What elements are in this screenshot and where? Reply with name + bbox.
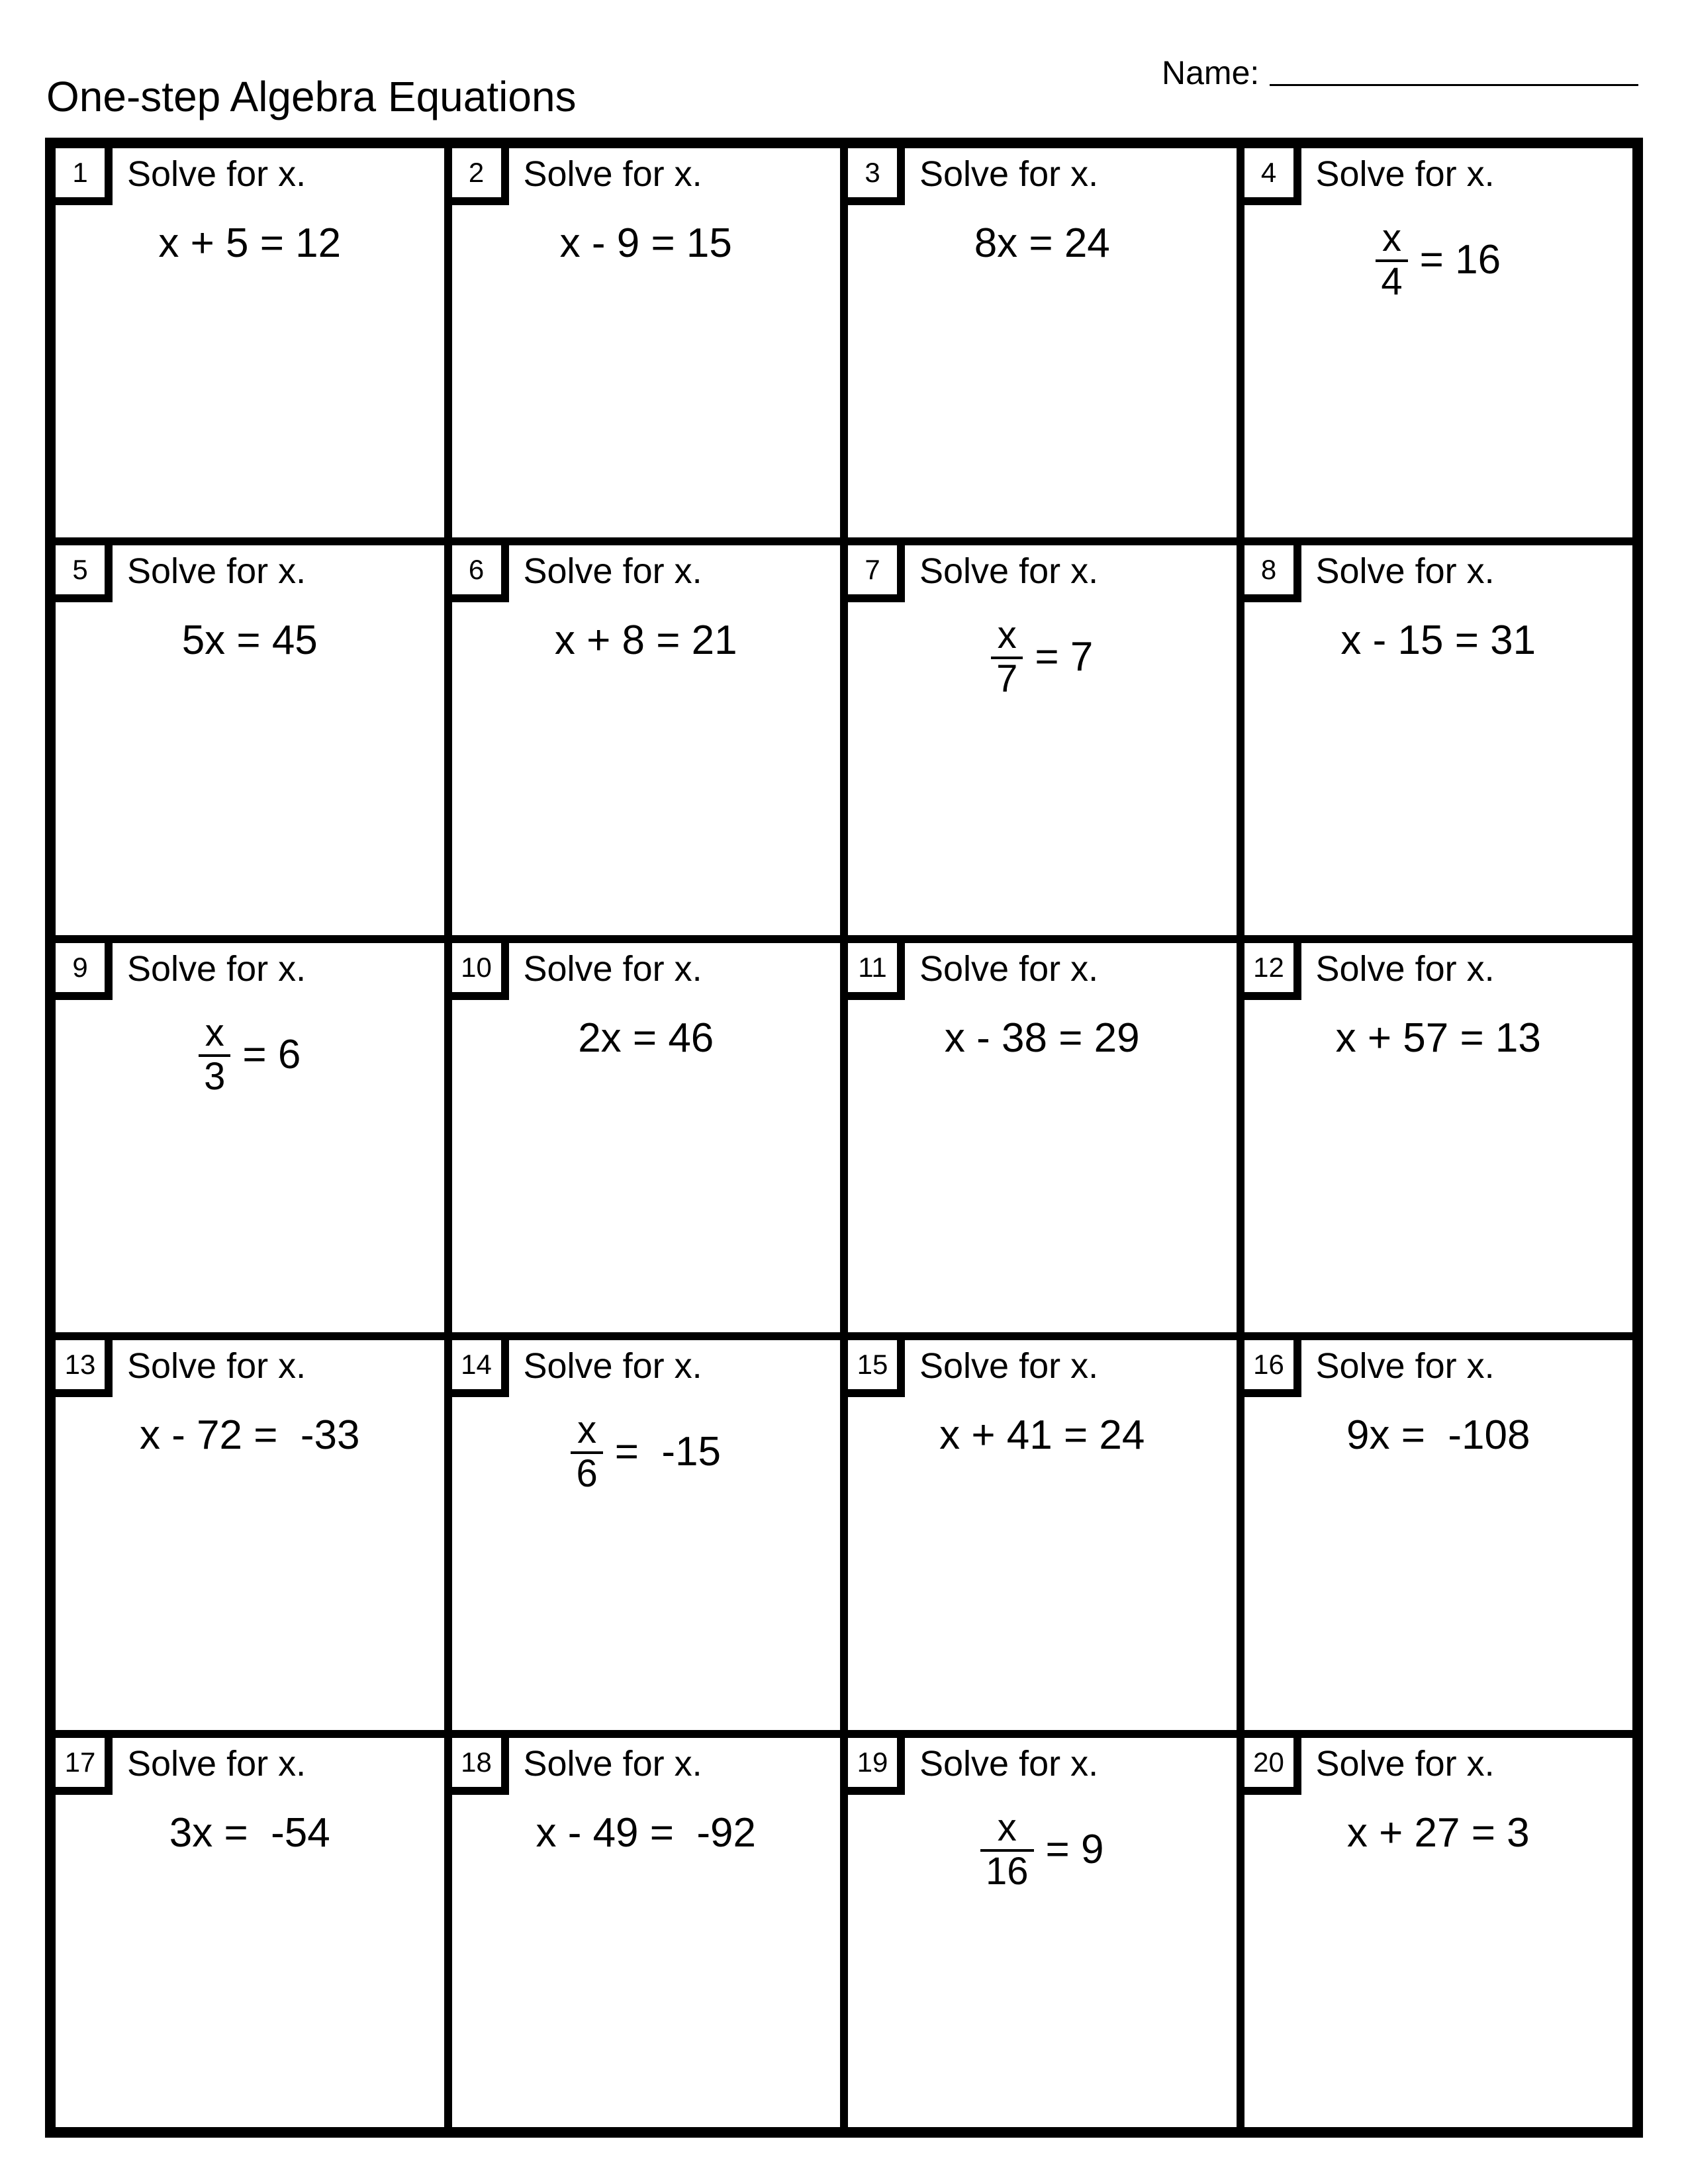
problem-number: 19 <box>848 1738 905 1795</box>
problem-cell[interactable] <box>848 1738 1237 2127</box>
fraction-denominator: 3 <box>204 1054 226 1098</box>
problem-cell[interactable] <box>1244 1738 1633 2127</box>
fraction-numerator: x <box>1382 216 1402 259</box>
fraction-numerator: x <box>997 1805 1017 1849</box>
problem-number: 3 <box>848 148 905 205</box>
name-field[interactable] <box>1162 46 1638 93</box>
problem-prompt: Solve for x. <box>919 154 1099 194</box>
problem-number: 14 <box>452 1340 509 1397</box>
problem-equation <box>452 220 841 267</box>
problem-cell[interactable] <box>848 1340 1237 1729</box>
equation-text: x - 38 = 29 <box>944 1015 1140 1061</box>
equation-text: x + 57 = 13 <box>1335 1015 1541 1061</box>
problem-number: 9 <box>56 943 113 1000</box>
problem-cell[interactable] <box>452 1340 841 1729</box>
name-label: Name: <box>1162 54 1260 91</box>
equation-text: x - 15 = 31 <box>1340 617 1536 664</box>
problem-number: 16 <box>1244 1340 1301 1397</box>
problem-prompt: Solve for x. <box>523 948 702 989</box>
problem-number: 18 <box>452 1738 509 1795</box>
problem-prompt: Solve for x. <box>127 1743 306 1784</box>
problem-cell[interactable] <box>452 545 841 934</box>
problem-cell[interactable] <box>1244 148 1633 537</box>
problem-equation <box>848 614 1237 701</box>
problem-grid <box>45 138 1643 2138</box>
equation-rhs: = 7 <box>1035 634 1094 680</box>
problem-number: 20 <box>1244 1738 1301 1795</box>
problem-cell[interactable] <box>1244 545 1633 934</box>
problem-number: 17 <box>56 1738 113 1795</box>
fraction-numerator: x <box>205 1011 224 1054</box>
problem-prompt: Solve for x. <box>919 1346 1099 1387</box>
problem-prompt: Solve for x. <box>127 1346 306 1387</box>
name-blank-line[interactable] <box>1270 84 1638 86</box>
equation-rhs: = 9 <box>1045 1826 1104 1872</box>
problem-number: 15 <box>848 1340 905 1397</box>
fraction <box>1376 216 1407 303</box>
problem-number: 7 <box>848 545 905 602</box>
problem-cell[interactable] <box>452 148 841 537</box>
fraction <box>571 1408 602 1496</box>
problem-number: 11 <box>848 943 905 1000</box>
equation-text: x + 27 = 3 <box>1346 1809 1530 1856</box>
problem-prompt: Solve for x. <box>1315 154 1495 194</box>
problem-equation <box>848 1412 1237 1459</box>
problem-number: 2 <box>452 148 509 205</box>
worksheet-title: One-step Algebra Equations <box>46 73 577 120</box>
problem-cell[interactable] <box>56 1340 444 1729</box>
equation-text: x - 9 = 15 <box>559 220 732 266</box>
problem-equation <box>848 220 1237 267</box>
problem-equation <box>1244 1015 1633 1062</box>
problem-equation <box>452 1408 841 1496</box>
problem-equation <box>848 1805 1237 1893</box>
equation-text: x + 5 = 12 <box>158 220 342 266</box>
problem-equation <box>452 1809 841 1857</box>
problem-number: 12 <box>1244 943 1301 1000</box>
problem-cell[interactable] <box>452 1738 841 2127</box>
problem-equation <box>56 1011 444 1098</box>
problem-cell[interactable] <box>452 943 841 1332</box>
equation-rhs: = 16 <box>1419 237 1501 283</box>
problem-prompt: Solve for x. <box>919 948 1099 989</box>
equation-text: 2x = 46 <box>578 1015 714 1061</box>
equation-rhs: = -15 <box>614 1429 722 1475</box>
problem-equation <box>1244 1809 1633 1857</box>
problem-equation <box>452 1015 841 1062</box>
problem-prompt: Solve for x. <box>1315 551 1495 592</box>
problem-prompt: Solve for x. <box>919 1743 1099 1784</box>
problem-prompt: Solve for x. <box>523 1743 702 1784</box>
fraction <box>991 614 1023 701</box>
problem-prompt: Solve for x. <box>919 551 1099 592</box>
equation-text: 8x = 24 <box>974 220 1110 266</box>
problem-prompt: Solve for x. <box>523 154 702 194</box>
equation-text: x + 8 = 21 <box>554 617 737 664</box>
equation-text: 9x = -108 <box>1346 1412 1530 1459</box>
fraction-numerator: x <box>577 1408 597 1452</box>
problem-prompt: Solve for x. <box>127 551 306 592</box>
problem-cell[interactable] <box>848 545 1237 934</box>
problem-cell[interactable] <box>848 148 1237 537</box>
problem-equation <box>1244 216 1633 303</box>
problem-equation <box>56 1412 444 1459</box>
problem-equation <box>56 220 444 267</box>
problem-number: 13 <box>56 1340 113 1397</box>
problem-number: 4 <box>1244 148 1301 205</box>
fraction-numerator: x <box>997 614 1017 657</box>
problem-equation <box>56 617 444 664</box>
problem-equation <box>56 1809 444 1857</box>
equation-text: 3x = -54 <box>169 1809 330 1856</box>
problem-cell[interactable] <box>1244 1340 1633 1729</box>
problem-cell[interactable] <box>1244 943 1633 1332</box>
fraction-denominator: 7 <box>996 657 1018 701</box>
problem-prompt: Solve for x. <box>1315 1346 1495 1387</box>
problem-number: 5 <box>56 545 113 602</box>
equation-text: 5x = 45 <box>181 617 318 664</box>
fraction-denominator: 16 <box>986 1849 1029 1893</box>
problem-prompt: Solve for x. <box>523 551 702 592</box>
problem-cell[interactable] <box>56 943 444 1332</box>
problem-prompt: Solve for x. <box>127 154 306 194</box>
problem-equation <box>452 617 841 664</box>
problem-cell[interactable] <box>56 148 444 537</box>
problem-number: 8 <box>1244 545 1301 602</box>
fraction-denominator: 4 <box>1381 260 1403 303</box>
equation-text: x - 49 = -92 <box>536 1809 757 1856</box>
problem-equation <box>848 1015 1237 1062</box>
problem-prompt: Solve for x. <box>127 948 306 989</box>
problem-prompt: Solve for x. <box>523 1346 702 1387</box>
equation-rhs: = 6 <box>242 1031 301 1077</box>
problem-prompt: Solve for x. <box>1315 1743 1495 1784</box>
fraction <box>199 1011 230 1098</box>
problem-number: 10 <box>452 943 509 1000</box>
problem-number: 6 <box>452 545 509 602</box>
problem-cell[interactable] <box>56 545 444 934</box>
fraction-denominator: 6 <box>576 1452 598 1496</box>
equation-text: x + 41 = 24 <box>939 1412 1145 1459</box>
problem-prompt: Solve for x. <box>1315 948 1495 989</box>
problem-equation <box>1244 617 1633 664</box>
problem-cell[interactable] <box>56 1738 444 2127</box>
problem-cell[interactable] <box>848 943 1237 1332</box>
problem-number: 1 <box>56 148 113 205</box>
problem-equation <box>1244 1412 1633 1459</box>
equation-text: x - 72 = -33 <box>139 1412 360 1459</box>
fraction <box>980 1805 1034 1893</box>
